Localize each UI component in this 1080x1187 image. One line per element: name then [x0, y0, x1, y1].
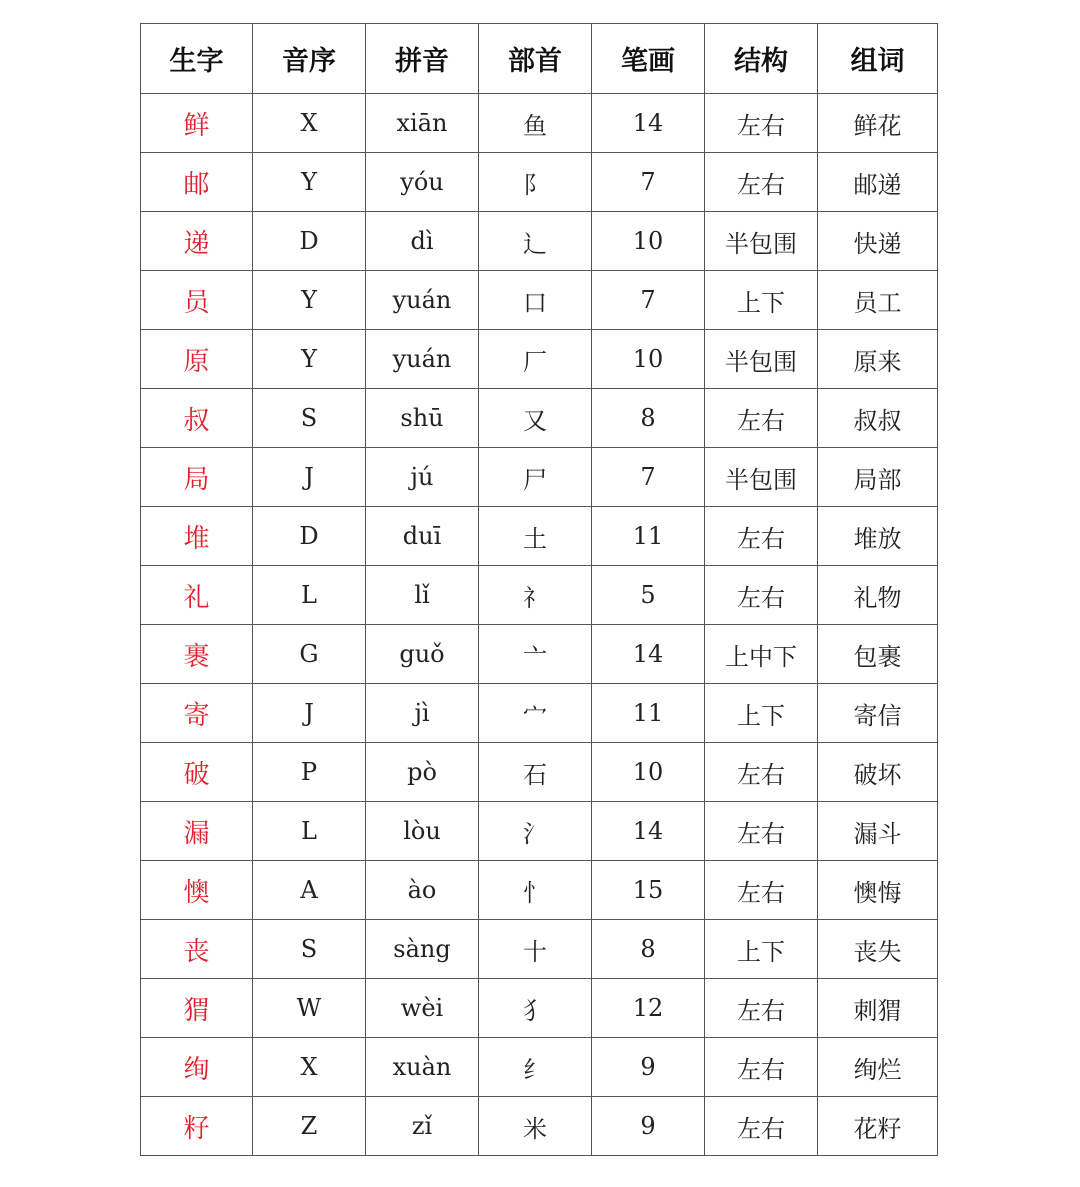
pinyin-cell: xuàn [366, 1038, 479, 1097]
stroke-count-cell: 11 [592, 684, 705, 743]
example-word-cell: 局部 [818, 448, 938, 507]
pinyin-cell: pò [366, 743, 479, 802]
stroke-count-cell: 10 [592, 743, 705, 802]
new-character-cell: 递 [141, 212, 253, 271]
table-row [141, 743, 938, 802]
new-character-cell: 漏 [141, 802, 253, 861]
example-word-cell: 邮递 [818, 153, 938, 212]
initial-letter-cell: X [253, 1038, 366, 1097]
table-row [141, 389, 938, 448]
example-word-cell: 破坏 [818, 743, 938, 802]
new-character-cell: 绚 [141, 1038, 253, 1097]
stroke-count-cell: 15 [592, 861, 705, 920]
pinyin-cell: wèi [366, 979, 479, 1038]
example-word-cell: 礼物 [818, 566, 938, 625]
table-row [141, 566, 938, 625]
initial-letter-cell: A [253, 861, 366, 920]
radical-cell: 米 [479, 1097, 592, 1156]
initial-letter-cell: P [253, 743, 366, 802]
table-row [141, 920, 938, 979]
example-word-cell: 绚烂 [818, 1038, 938, 1097]
table-row [141, 861, 938, 920]
pinyin-cell: zǐ [366, 1097, 479, 1156]
structure-cell: 半包围 [705, 448, 818, 507]
pinyin-cell: xiān [366, 94, 479, 153]
pinyin-cell: lǐ [366, 566, 479, 625]
example-word-cell: 鲜花 [818, 94, 938, 153]
vocabulary-sheet [140, 23, 937, 1156]
initial-letter-cell: Y [253, 271, 366, 330]
structure-cell: 半包围 [705, 212, 818, 271]
stroke-count-cell: 14 [592, 625, 705, 684]
pinyin-cell: sàng [366, 920, 479, 979]
new-character-cell: 原 [141, 330, 253, 389]
initial-letter-cell: X [253, 94, 366, 153]
radical-cell: 十 [479, 920, 592, 979]
example-word-cell: 员工 [818, 271, 938, 330]
structure-cell: 左右 [705, 94, 818, 153]
structure-cell: 左右 [705, 861, 818, 920]
table-row [141, 979, 938, 1038]
table-row [141, 625, 938, 684]
new-character-cell: 猬 [141, 979, 253, 1038]
initial-letter-cell: W [253, 979, 366, 1038]
new-character-cell: 籽 [141, 1097, 253, 1156]
new-character-cell: 破 [141, 743, 253, 802]
table-row [141, 153, 938, 212]
stroke-count-cell: 12 [592, 979, 705, 1038]
header-example-word: 组词 [818, 24, 938, 94]
radical-cell: 礻 [479, 566, 592, 625]
structure-cell: 上中下 [705, 625, 818, 684]
initial-letter-cell: D [253, 507, 366, 566]
example-word-cell: 寄信 [818, 684, 938, 743]
new-character-cell: 邮 [141, 153, 253, 212]
new-character-cell: 丧 [141, 920, 253, 979]
stroke-count-cell: 14 [592, 94, 705, 153]
pinyin-cell: guǒ [366, 625, 479, 684]
table-row [141, 271, 938, 330]
stroke-count-cell: 7 [592, 153, 705, 212]
radical-cell: 石 [479, 743, 592, 802]
initial-letter-cell: S [253, 920, 366, 979]
new-character-cell: 鲜 [141, 94, 253, 153]
initial-letter-cell: L [253, 802, 366, 861]
example-word-cell: 包裹 [818, 625, 938, 684]
structure-cell: 左右 [705, 389, 818, 448]
example-word-cell: 刺猬 [818, 979, 938, 1038]
header-row [141, 24, 938, 94]
example-word-cell: 堆放 [818, 507, 938, 566]
table-row [141, 448, 938, 507]
structure-cell: 半包围 [705, 330, 818, 389]
radical-cell: 犭 [479, 979, 592, 1038]
stroke-count-cell: 9 [592, 1097, 705, 1156]
new-character-cell: 员 [141, 271, 253, 330]
new-character-cell: 叔 [141, 389, 253, 448]
example-word-cell: 原来 [818, 330, 938, 389]
structure-cell: 左右 [705, 1038, 818, 1097]
new-character-cell: 局 [141, 448, 253, 507]
radical-cell: 又 [479, 389, 592, 448]
structure-cell: 左右 [705, 802, 818, 861]
radical-cell: 土 [479, 507, 592, 566]
pinyin-cell: duī [366, 507, 479, 566]
example-word-cell: 漏斗 [818, 802, 938, 861]
radical-cell: 宀 [479, 684, 592, 743]
radical-cell: 尸 [479, 448, 592, 507]
table-row [141, 802, 938, 861]
initial-letter-cell: D [253, 212, 366, 271]
pinyin-cell: jì [366, 684, 479, 743]
radical-cell: 纟 [479, 1038, 592, 1097]
radical-cell: 阝 [479, 153, 592, 212]
new-character-cell: 寄 [141, 684, 253, 743]
table-header [141, 24, 938, 94]
example-word-cell: 懊悔 [818, 861, 938, 920]
pinyin-cell: yuán [366, 330, 479, 389]
stroke-count-cell: 10 [592, 212, 705, 271]
stroke-count-cell: 8 [592, 389, 705, 448]
radical-cell: 口 [479, 271, 592, 330]
stroke-count-cell: 14 [592, 802, 705, 861]
radical-cell: 亠 [479, 625, 592, 684]
initial-letter-cell: Y [253, 153, 366, 212]
header-pinyin: 拼音 [366, 24, 479, 94]
stroke-count-cell: 9 [592, 1038, 705, 1097]
header-radical: 部首 [479, 24, 592, 94]
vocabulary-table [140, 23, 938, 1156]
table-row [141, 330, 938, 389]
pinyin-cell: dì [366, 212, 479, 271]
initial-letter-cell: G [253, 625, 366, 684]
stroke-count-cell: 7 [592, 271, 705, 330]
structure-cell: 左右 [705, 743, 818, 802]
radical-cell: 辶 [479, 212, 592, 271]
initial-letter-cell: J [253, 684, 366, 743]
header-stroke-count: 笔画 [592, 24, 705, 94]
table-row [141, 684, 938, 743]
structure-cell: 左右 [705, 566, 818, 625]
header-new-character: 生字 [141, 24, 253, 94]
table-body [141, 94, 938, 1156]
table-row [141, 1038, 938, 1097]
example-word-cell: 丧失 [818, 920, 938, 979]
new-character-cell: 懊 [141, 861, 253, 920]
structure-cell: 上下 [705, 920, 818, 979]
initial-letter-cell: S [253, 389, 366, 448]
stroke-count-cell: 11 [592, 507, 705, 566]
stroke-count-cell: 7 [592, 448, 705, 507]
header-initial-letter: 音序 [253, 24, 366, 94]
pinyin-cell: yuán [366, 271, 479, 330]
example-word-cell: 叔叔 [818, 389, 938, 448]
example-word-cell: 快递 [818, 212, 938, 271]
radical-cell: 鱼 [479, 94, 592, 153]
radical-cell: 忄 [479, 861, 592, 920]
structure-cell: 上下 [705, 684, 818, 743]
initial-letter-cell: Y [253, 330, 366, 389]
table-row [141, 94, 938, 153]
initial-letter-cell: J [253, 448, 366, 507]
header-structure: 结构 [705, 24, 818, 94]
initial-letter-cell: L [253, 566, 366, 625]
pinyin-cell: yóu [366, 153, 479, 212]
pinyin-cell: ào [366, 861, 479, 920]
radical-cell: 厂 [479, 330, 592, 389]
new-character-cell: 堆 [141, 507, 253, 566]
new-character-cell: 礼 [141, 566, 253, 625]
new-character-cell: 裹 [141, 625, 253, 684]
structure-cell: 左右 [705, 153, 818, 212]
radical-cell: 氵 [479, 802, 592, 861]
table-row [141, 212, 938, 271]
pinyin-cell: jú [366, 448, 479, 507]
stroke-count-cell: 10 [592, 330, 705, 389]
structure-cell: 上下 [705, 271, 818, 330]
pinyin-cell: shū [366, 389, 479, 448]
pinyin-cell: lòu [366, 802, 479, 861]
structure-cell: 左右 [705, 507, 818, 566]
stroke-count-cell: 8 [592, 920, 705, 979]
structure-cell: 左右 [705, 1097, 818, 1156]
initial-letter-cell: Z [253, 1097, 366, 1156]
stroke-count-cell: 5 [592, 566, 705, 625]
table-row [141, 507, 938, 566]
structure-cell: 左右 [705, 979, 818, 1038]
example-word-cell: 花籽 [818, 1097, 938, 1156]
table-row [141, 1097, 938, 1156]
